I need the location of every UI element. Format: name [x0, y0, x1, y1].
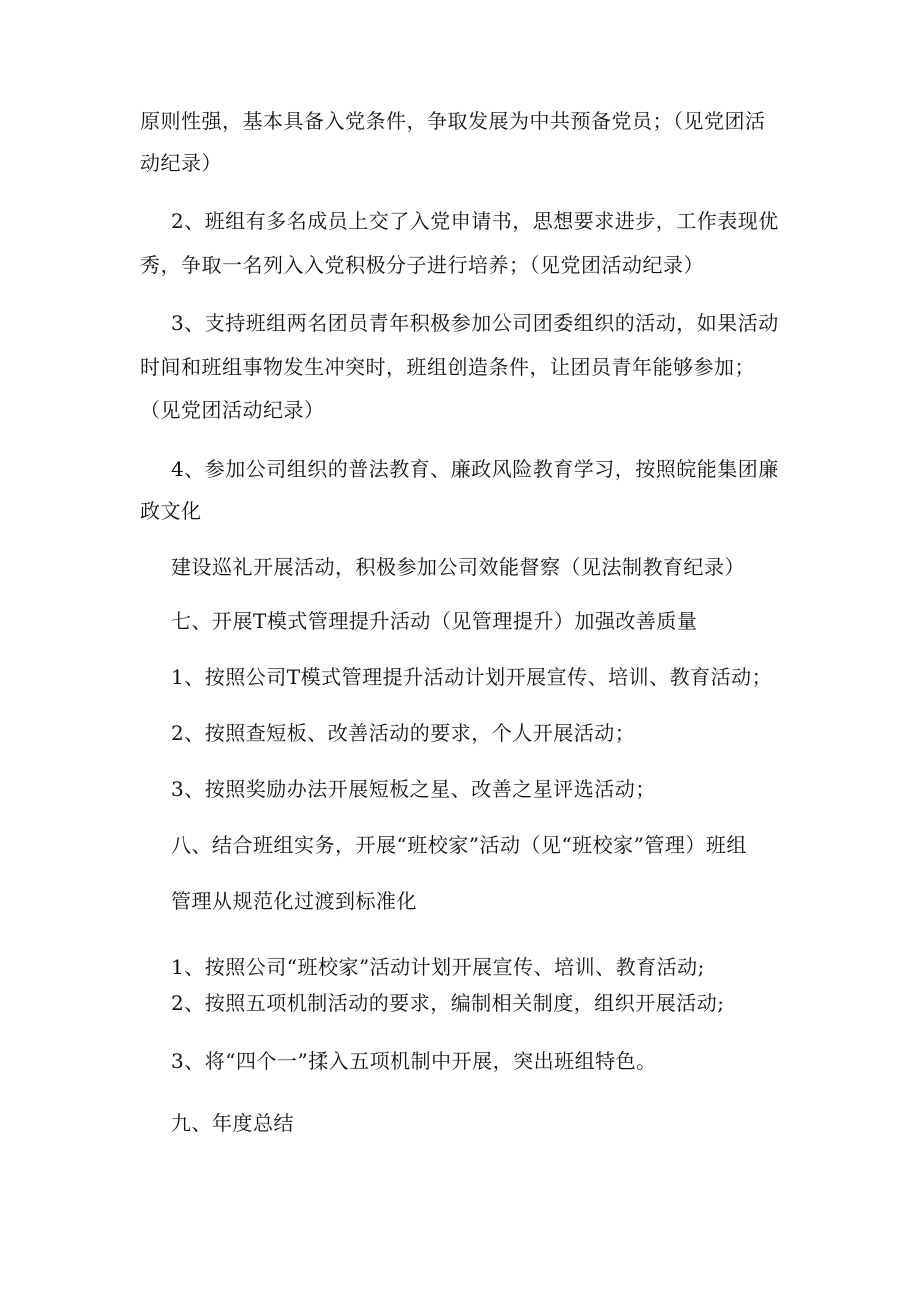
text-line: 1、按照公司“班校家”活动计划开展宣传、培训、教育活动; [171, 955, 705, 979]
section-heading: 八、结合班组实务，开展“班校家”活动（见“班校家”管理）班组 [171, 833, 747, 857]
text-line: （见党团活动纪录） [140, 398, 325, 422]
text-line: 2、按照五项机制活动的要求，编制相关制度，组织开展活动; [171, 991, 725, 1015]
text-line: 建设巡礼开展活动，积极参加公司效能督察（见法制教育纪录） [171, 555, 745, 579]
text-line: 秀，争取一名列入入党积极分子进行培养；（见党团活动纪录） [140, 253, 704, 277]
text-line: 2、班组有多名成员上交了入党申请书，思想要求进步，工作表现优 [171, 209, 779, 233]
text-line: 3、支持班组两名团员青年积极参加公司团委组织的活动，如果活动 [171, 311, 779, 335]
text-line: 2、按照查短板、改善活动的要求，个人开展活动； [171, 721, 636, 745]
text-line: 政文化 [140, 499, 202, 523]
section-heading-continued: 管理从规范化过渡到标准化 [171, 889, 417, 913]
text-line: 动纪录） [140, 151, 222, 175]
section-heading: 九、年度总结 [171, 1111, 294, 1135]
text-line: 3、按照奖励办法开展短板之星、改善之星评选活动； [171, 777, 656, 801]
text-line: 时间和班组事物发生冲突时，班组创造条件，让团员青年能够参加； [140, 355, 755, 379]
section-heading: 七、开展T模式管理提升活动（见管理提升）加强改善质量 [171, 609, 698, 633]
text-line: 原则性强，基本具备入党条件，争取发展为中共预备党员；（见党团活 [140, 109, 766, 133]
text-line: 3、将“四个一”揉入五项机制中开展，突出班组特色。 [171, 1049, 657, 1073]
text-line: 4、参加公司组织的普法教育、廉政风险教育学习，按照皖能集团廉 [171, 457, 779, 481]
text-line: 1、按照公司T模式管理提升活动计划开展宣传、培训、教育活动； [171, 665, 773, 689]
